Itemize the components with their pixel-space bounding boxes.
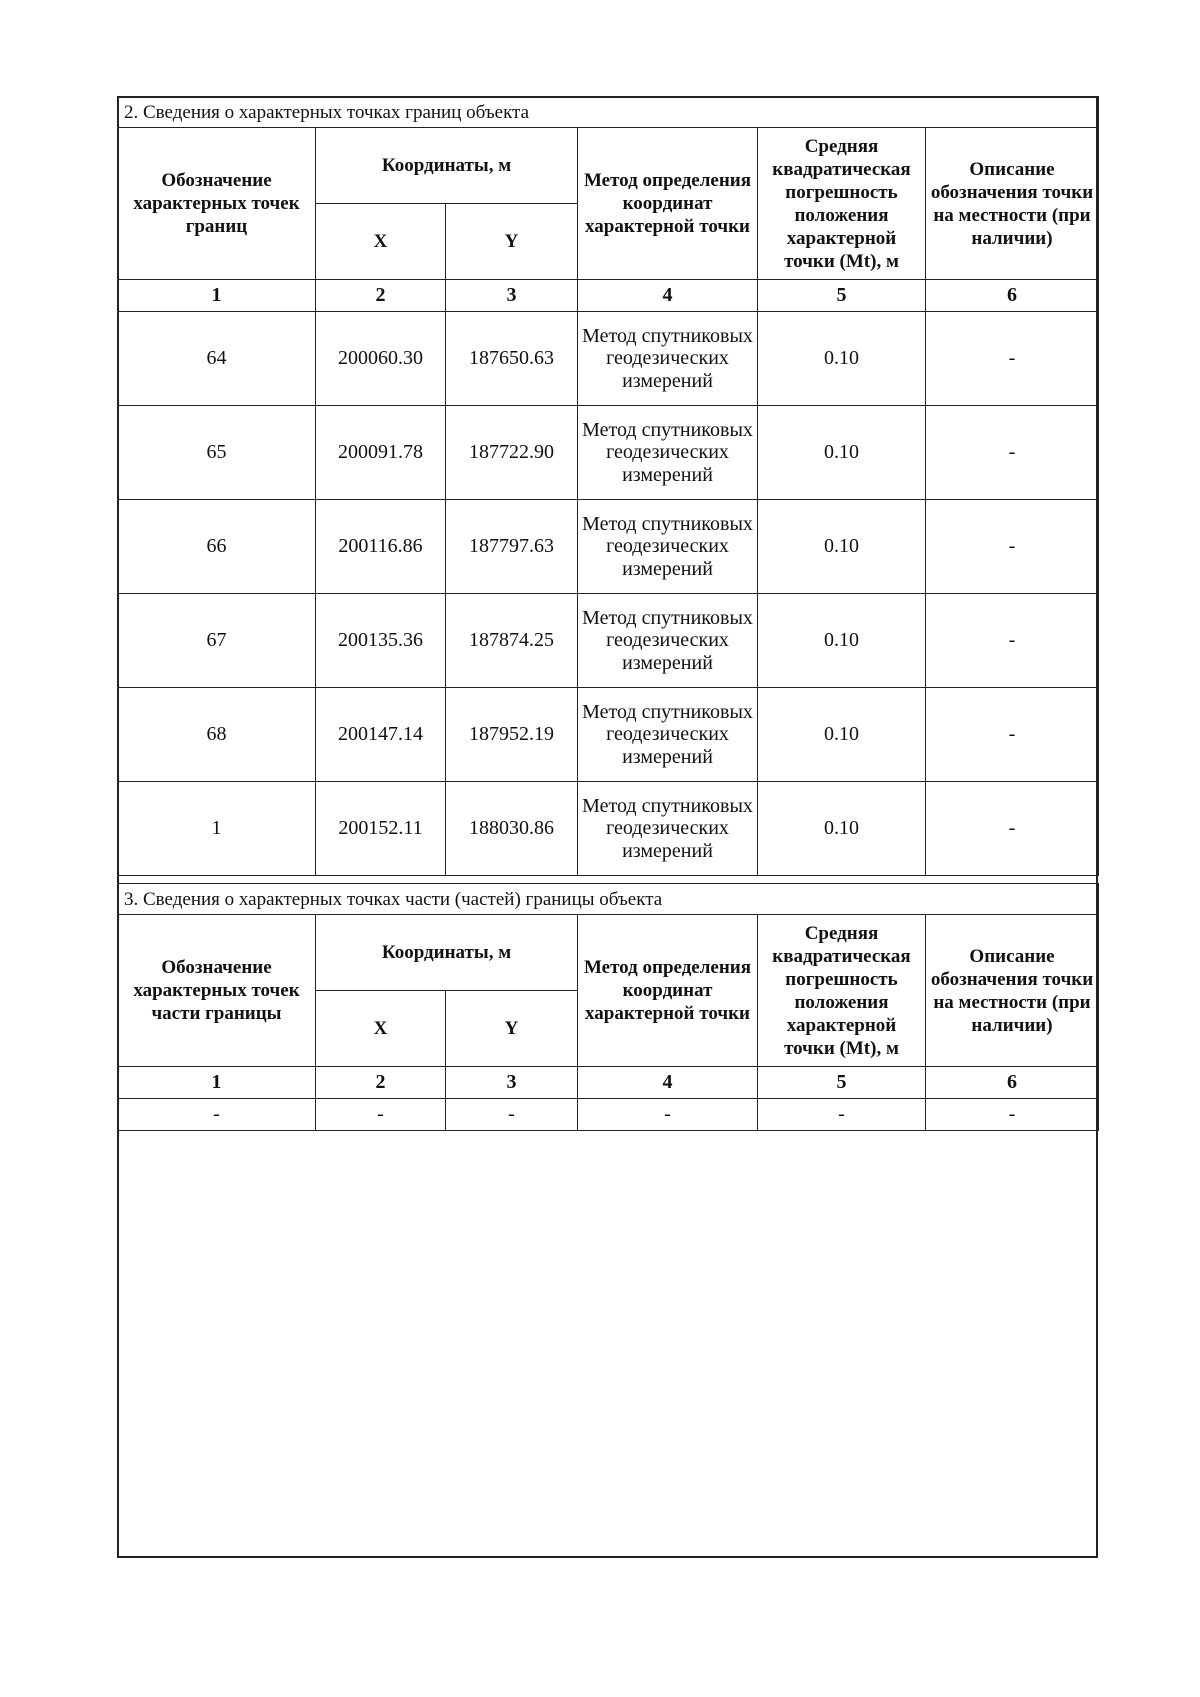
empty-cell: - xyxy=(926,1099,1099,1131)
point-id: 1 xyxy=(118,782,316,876)
coord-x: 200060.30 xyxy=(316,312,446,406)
description: - xyxy=(926,406,1099,500)
column-index: 2 xyxy=(316,280,446,312)
coord-y: 187722.90 xyxy=(446,406,578,500)
header-y: Y xyxy=(446,991,578,1067)
column-index: 4 xyxy=(578,1067,758,1099)
header-x: X xyxy=(316,991,446,1067)
description: - xyxy=(926,500,1099,594)
method: Метод спутниковых геодезических измерений xyxy=(578,688,758,782)
section-2-caption: 2. Сведения о характерных точках границ объекта xyxy=(118,97,1099,128)
column-index: 3 xyxy=(446,1067,578,1099)
header-error: Средняя квадратическая погрешность положения характерной точки (Mt), м xyxy=(758,128,926,280)
point-id: 66 xyxy=(118,500,316,594)
point-id: 67 xyxy=(118,594,316,688)
point-id: 64 xyxy=(118,312,316,406)
mt: 0.10 xyxy=(758,406,926,500)
header-error: Средняя квадратическая погрешность положения характерной точки (Mt), м xyxy=(758,915,926,1067)
empty-cell: - xyxy=(316,1099,446,1131)
table-row xyxy=(118,688,1099,782)
header-coordinates: Координаты, м xyxy=(316,915,578,991)
column-index: 5 xyxy=(758,280,926,312)
table-row xyxy=(118,782,1099,876)
part-boundary-points-table xyxy=(117,883,1099,1131)
description: - xyxy=(926,782,1099,876)
mt: 0.10 xyxy=(758,688,926,782)
mt: 0.10 xyxy=(758,312,926,406)
method: Метод спутниковых геодезических измерений xyxy=(578,406,758,500)
empty-cell: - xyxy=(118,1099,316,1131)
empty-cell: - xyxy=(758,1099,926,1131)
boundary-points-table xyxy=(117,96,1099,876)
table-row xyxy=(118,1099,1099,1131)
header-designation: Обозначение характерных точек части границы xyxy=(118,915,316,1067)
column-index: 6 xyxy=(926,1067,1099,1099)
header-method: Метод определения координат характерной точки xyxy=(578,915,758,1067)
column-index: 1 xyxy=(118,280,316,312)
coord-x: 200135.36 xyxy=(316,594,446,688)
coord-y: 187797.63 xyxy=(446,500,578,594)
header-description: Описание обозначения точки на местности (при наличии) xyxy=(926,915,1099,1067)
description: - xyxy=(926,594,1099,688)
mt: 0.10 xyxy=(758,500,926,594)
header-y: Y xyxy=(446,204,578,280)
method: Метод спутниковых геодезических измерений xyxy=(578,594,758,688)
column-index: 3 xyxy=(446,280,578,312)
point-id: 68 xyxy=(118,688,316,782)
table-row xyxy=(118,312,1099,406)
coord-y: 187650.63 xyxy=(446,312,578,406)
method: Метод спутниковых геодезических измерений xyxy=(578,782,758,876)
coord-x: 200147.14 xyxy=(316,688,446,782)
mt: 0.10 xyxy=(758,594,926,688)
table-row xyxy=(118,594,1099,688)
column-index: 1 xyxy=(118,1067,316,1099)
empty-cell: - xyxy=(578,1099,758,1131)
column-index: 5 xyxy=(758,1067,926,1099)
method: Метод спутниковых геодезических измерений xyxy=(578,312,758,406)
description: - xyxy=(926,688,1099,782)
section-3-caption: 3. Сведения о характерных точках части (частей) границы объекта xyxy=(118,884,1099,915)
method: Метод спутниковых геодезических измерений xyxy=(578,500,758,594)
point-id: 65 xyxy=(118,406,316,500)
table-row xyxy=(118,406,1099,500)
coord-y: 187874.25 xyxy=(446,594,578,688)
coord-x: 200116.86 xyxy=(316,500,446,594)
mt: 0.10 xyxy=(758,782,926,876)
column-index: 4 xyxy=(578,280,758,312)
header-method: Метод определения координат характерной точки xyxy=(578,128,758,280)
column-index: 2 xyxy=(316,1067,446,1099)
coord-y: 187952.19 xyxy=(446,688,578,782)
empty-cell: - xyxy=(446,1099,578,1131)
header-coordinates: Координаты, м xyxy=(316,128,578,204)
description: - xyxy=(926,312,1099,406)
coord-x: 200152.11 xyxy=(316,782,446,876)
coord-y: 188030.86 xyxy=(446,782,578,876)
header-x: X xyxy=(316,204,446,280)
header-designation: Обозначение характерных точек границ xyxy=(118,128,316,280)
table-row xyxy=(118,500,1099,594)
header-description: Описание обозначения точки на местности (при наличии) xyxy=(926,128,1099,280)
coord-x: 200091.78 xyxy=(316,406,446,500)
column-index: 6 xyxy=(926,280,1099,312)
